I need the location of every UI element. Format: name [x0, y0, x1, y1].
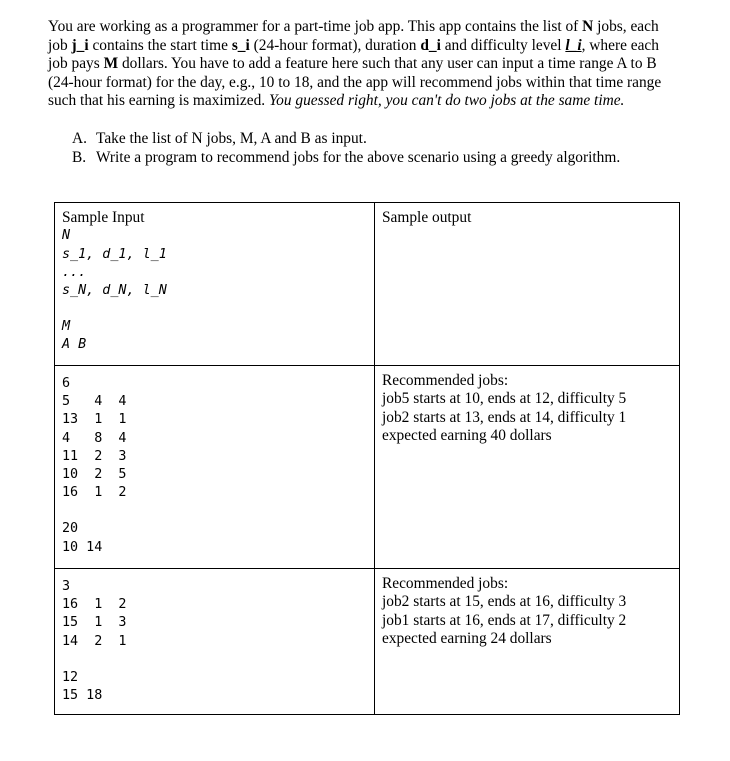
- job-line: 14 2 1: [62, 633, 127, 649]
- task-item: [72, 130, 620, 149]
- output-line: expected earning 40 dollars: [382, 427, 552, 445]
- job-line: 16 1 2: [62, 597, 127, 613]
- example2-ab: 15 18: [62, 688, 103, 704]
- example-row-1: [55, 366, 680, 569]
- n-term: N: [582, 18, 594, 35]
- statement-text: contains the start time: [88, 36, 232, 54]
- statement-text: (24-hour format), duration: [249, 36, 421, 54]
- italic-note: You guessed right, you can't do two jobs at the same time.: [268, 92, 625, 110]
- job-line: 13 1 1: [62, 412, 127, 428]
- output-line: job1 starts at 16, ends at 17, difficulty 2: [382, 611, 627, 629]
- output-line: job2 starts at 13, ends at 14, difficulty 1: [382, 408, 627, 426]
- task-marker: A.: [72, 130, 87, 147]
- sample-table: [54, 202, 680, 715]
- problem-statement: [48, 18, 678, 111]
- statement-text: jobs, each job: [48, 18, 659, 54]
- statement-text: , where each job pays: [48, 36, 659, 73]
- task-marker: B.: [72, 148, 87, 166]
- sample-input-header-cell: [55, 203, 375, 366]
- difficulty-term: l_i: [565, 36, 582, 54]
- sample-input-header: Sample Input: [62, 209, 145, 226]
- sample-output-header: Sample output: [382, 209, 472, 226]
- example1-input: [55, 366, 375, 569]
- format-last-job: s_N, d_N, l_N: [62, 283, 167, 299]
- output-line: job5 starts at 10, ends at 12, difficulty 5: [382, 390, 627, 408]
- job-term: j_i: [71, 36, 89, 54]
- example2-output: [375, 569, 680, 715]
- example1-n: 6: [62, 376, 71, 391]
- example1-ab: 10 14: [62, 539, 103, 555]
- example-row-2: [55, 569, 680, 715]
- format-ellipsis: ...: [62, 264, 87, 280]
- start-time-term: s_i: [231, 36, 250, 54]
- task-text: Take the list of N jobs, M, A and B as input.: [96, 130, 367, 147]
- statement-text: dollars. You have to add a feature here such that any user can input a time range A to B (24-hour format) for the day, e.g., 10 to 18, and the app will recommend jobs within that time range such that his earning is maximized.: [48, 55, 662, 110]
- task-list: [72, 130, 620, 167]
- job-line: 11 2 3: [62, 448, 127, 464]
- output-line: Recommended jobs:: [382, 372, 509, 389]
- example2-input: [55, 569, 375, 715]
- example1-m: 20: [62, 521, 79, 537]
- task-text: Write a program to recommend jobs for the above scenario using a greedy algorithm.: [96, 148, 621, 166]
- m-term: M: [103, 55, 119, 73]
- job-line: 4 8 4: [62, 430, 127, 446]
- output-line: expected earning 24 dollars: [382, 630, 552, 648]
- duration-term: d_i: [420, 36, 441, 54]
- format-first-job: s_1, d_1, l_1: [62, 246, 167, 262]
- task-item: [72, 149, 620, 168]
- statement-text: and difficulty level: [440, 36, 566, 54]
- statement-text: You are working as a programmer for a part-time job app. This app contains the list of: [48, 18, 583, 35]
- job-line: 10 2 5: [62, 467, 127, 483]
- job-line: 5 4 4: [62, 394, 127, 410]
- output-line: Recommended jobs:: [382, 575, 509, 592]
- format-m: M: [62, 319, 71, 335]
- example1-output: [375, 366, 680, 569]
- format-n: N: [62, 228, 71, 244]
- example2-n: 3: [62, 579, 71, 594]
- format-ab: A B: [62, 337, 87, 353]
- sample-output-header-cell: [375, 203, 680, 366]
- job-line: 15 1 3: [62, 615, 127, 631]
- job-line: 16 1 2: [62, 485, 127, 501]
- output-line: job2 starts at 15, ends at 16, difficulty 3: [382, 593, 627, 611]
- format-row: [55, 203, 680, 366]
- example2-m: 12: [62, 669, 79, 685]
